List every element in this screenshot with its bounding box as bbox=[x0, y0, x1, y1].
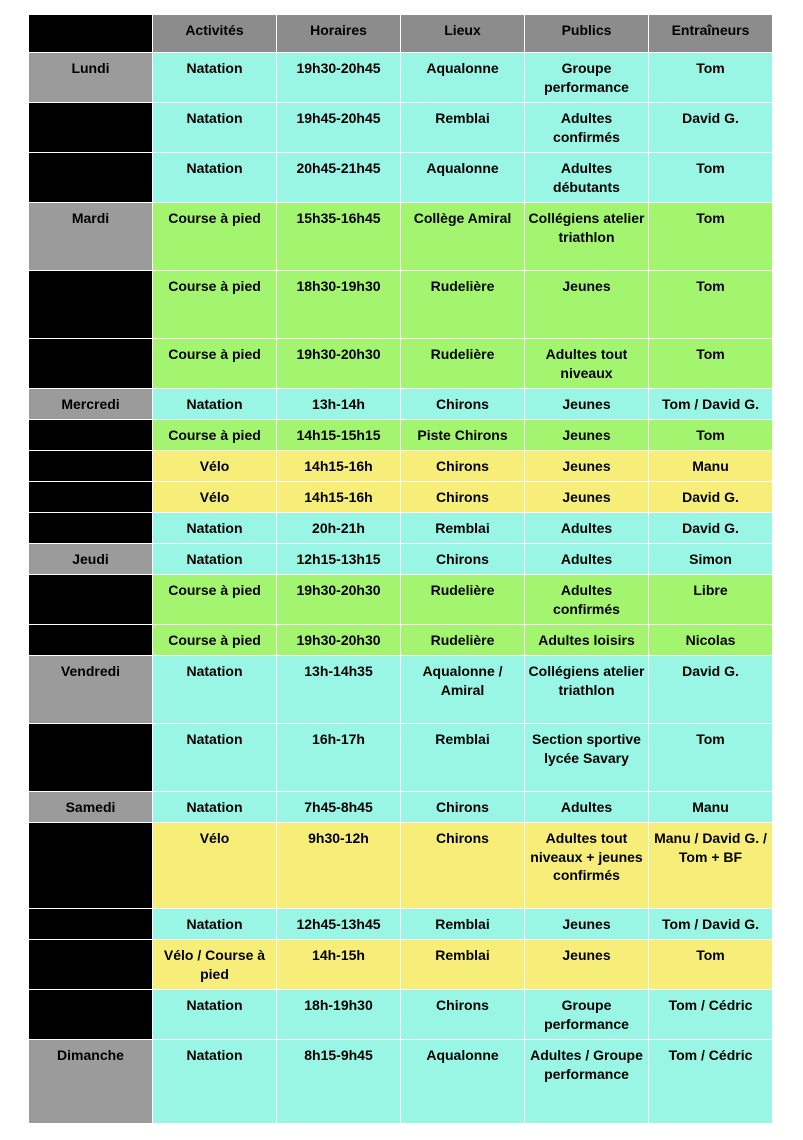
day-cell bbox=[29, 420, 153, 451]
hours-cell: 13h-14h35 bbox=[277, 656, 401, 724]
table-row bbox=[29, 990, 773, 1040]
activity-cell: Natation bbox=[153, 990, 277, 1040]
day-cell bbox=[29, 575, 153, 625]
coach-cell: David G. bbox=[649, 103, 773, 153]
public-cell: Adultes bbox=[525, 513, 649, 544]
day-cell: Mardi bbox=[29, 203, 153, 271]
hours-cell: 19h30-20h30 bbox=[277, 339, 401, 389]
public-cell: Adultes bbox=[525, 544, 649, 575]
header-corner bbox=[29, 15, 153, 53]
hours-cell: 19h30-20h45 bbox=[277, 53, 401, 103]
public-cell: Collégiens atelier triathlon bbox=[525, 203, 649, 271]
activity-cell: Course à pied bbox=[153, 420, 277, 451]
hours-cell: 19h45-20h45 bbox=[277, 103, 401, 153]
activity-cell: Natation bbox=[153, 544, 277, 575]
header-activities: Activités bbox=[153, 15, 277, 53]
coach-cell: Tom / Cédric bbox=[649, 1040, 773, 1124]
place-cell: Chirons bbox=[401, 990, 525, 1040]
table-row bbox=[29, 482, 773, 513]
table-row bbox=[29, 420, 773, 451]
hours-cell: 8h15-9h45 bbox=[277, 1040, 401, 1124]
hours-cell: 19h30-20h30 bbox=[277, 575, 401, 625]
header-row bbox=[29, 15, 773, 53]
table-row bbox=[29, 513, 773, 544]
activity-cell: Course à pied bbox=[153, 339, 277, 389]
hours-cell: 18h30-19h30 bbox=[277, 271, 401, 339]
place-cell: Aqualonne bbox=[401, 153, 525, 203]
day-cell bbox=[29, 823, 153, 909]
place-cell: Aqualonne / Amiral bbox=[401, 656, 525, 724]
activity-cell: Natation bbox=[153, 792, 277, 823]
place-cell: Collège Amiral bbox=[401, 203, 525, 271]
coach-cell: David G. bbox=[649, 482, 773, 513]
place-cell: Remblai bbox=[401, 724, 525, 792]
public-cell: Jeunes bbox=[525, 420, 649, 451]
hours-cell: 12h15-13h15 bbox=[277, 544, 401, 575]
table-row bbox=[29, 823, 773, 909]
public-cell: Jeunes bbox=[525, 940, 649, 990]
public-cell: Jeunes bbox=[525, 451, 649, 482]
activity-cell: Vélo bbox=[153, 482, 277, 513]
activity-cell: Natation bbox=[153, 389, 277, 420]
activity-cell: Natation bbox=[153, 513, 277, 544]
hours-cell: 20h45-21h45 bbox=[277, 153, 401, 203]
activity-cell: Vélo bbox=[153, 823, 277, 909]
table-row bbox=[29, 544, 773, 575]
place-cell: Remblai bbox=[401, 513, 525, 544]
hours-cell: 14h15-15h15 bbox=[277, 420, 401, 451]
place-cell: Remblai bbox=[401, 909, 525, 940]
place-cell: Piste Chirons bbox=[401, 420, 525, 451]
place-cell: Chirons bbox=[401, 823, 525, 909]
header-coaches: Entraîneurs bbox=[649, 15, 773, 53]
activity-cell: Natation bbox=[153, 656, 277, 724]
coach-cell: Tom bbox=[649, 271, 773, 339]
coach-cell: Tom / David G. bbox=[649, 909, 773, 940]
activity-cell: Natation bbox=[153, 724, 277, 792]
day-cell: Vendredi bbox=[29, 656, 153, 724]
day-cell: Dimanche bbox=[29, 1040, 153, 1124]
coach-cell: Tom bbox=[649, 420, 773, 451]
activity-cell: Course à pied bbox=[153, 271, 277, 339]
header-publics: Publics bbox=[525, 15, 649, 53]
table-row bbox=[29, 792, 773, 823]
activity-cell: Natation bbox=[153, 53, 277, 103]
coach-cell: Libre bbox=[649, 575, 773, 625]
public-cell: Jeunes bbox=[525, 271, 649, 339]
public-cell: Groupe performance bbox=[525, 990, 649, 1040]
coach-cell: Tom / David G. bbox=[649, 389, 773, 420]
day-cell bbox=[29, 513, 153, 544]
public-cell: Adultes confirmés bbox=[525, 103, 649, 153]
table-row bbox=[29, 339, 773, 389]
coach-cell: Tom bbox=[649, 724, 773, 792]
public-cell: Adultes débutants bbox=[525, 153, 649, 203]
activity-cell: Natation bbox=[153, 1040, 277, 1124]
public-cell: Adultes bbox=[525, 792, 649, 823]
place-cell: Chirons bbox=[401, 389, 525, 420]
place-cell: Chirons bbox=[401, 544, 525, 575]
day-cell bbox=[29, 339, 153, 389]
hours-cell: 15h35-16h45 bbox=[277, 203, 401, 271]
table-row bbox=[29, 575, 773, 625]
header-hours: Horaires bbox=[277, 15, 401, 53]
coach-cell: Tom bbox=[649, 153, 773, 203]
public-cell: Jeunes bbox=[525, 482, 649, 513]
table-row bbox=[29, 451, 773, 482]
hours-cell: 13h-14h bbox=[277, 389, 401, 420]
hours-cell: 12h45-13h45 bbox=[277, 909, 401, 940]
day-cell bbox=[29, 271, 153, 339]
place-cell: Remblai bbox=[401, 940, 525, 990]
header-places: Lieux bbox=[401, 15, 525, 53]
public-cell: Groupe performance bbox=[525, 53, 649, 103]
activity-cell: Natation bbox=[153, 103, 277, 153]
place-cell: Remblai bbox=[401, 103, 525, 153]
place-cell: Rudelière bbox=[401, 271, 525, 339]
place-cell: Aqualonne bbox=[401, 53, 525, 103]
hours-cell: 9h30-12h bbox=[277, 823, 401, 909]
hours-cell: 19h30-20h30 bbox=[277, 625, 401, 656]
day-cell bbox=[29, 990, 153, 1040]
day-cell: Lundi bbox=[29, 53, 153, 103]
place-cell: Aqualonne bbox=[401, 1040, 525, 1124]
table-row bbox=[29, 724, 773, 792]
activity-cell: Course à pied bbox=[153, 625, 277, 656]
hours-cell: 20h-21h bbox=[277, 513, 401, 544]
coach-cell: Nicolas bbox=[649, 625, 773, 656]
place-cell: Rudelière bbox=[401, 575, 525, 625]
day-cell bbox=[29, 482, 153, 513]
day-cell: Jeudi bbox=[29, 544, 153, 575]
day-cell: Samedi bbox=[29, 792, 153, 823]
table-row bbox=[29, 153, 773, 203]
hours-cell: 14h15-16h bbox=[277, 482, 401, 513]
activity-cell: Vélo bbox=[153, 451, 277, 482]
public-cell: Adultes loisirs bbox=[525, 625, 649, 656]
activity-cell: Natation bbox=[153, 153, 277, 203]
place-cell: Chirons bbox=[401, 792, 525, 823]
coach-cell: Simon bbox=[649, 544, 773, 575]
day-cell bbox=[29, 940, 153, 990]
hours-cell: 7h45-8h45 bbox=[277, 792, 401, 823]
public-cell: Jeunes bbox=[525, 909, 649, 940]
public-cell: Adultes / Groupe performance bbox=[525, 1040, 649, 1124]
table-row bbox=[29, 203, 773, 271]
coach-cell: Tom bbox=[649, 940, 773, 990]
activity-cell: Course à pied bbox=[153, 203, 277, 271]
table-row bbox=[29, 625, 773, 656]
table-row bbox=[29, 909, 773, 940]
coach-cell: Tom bbox=[649, 203, 773, 271]
schedule-table bbox=[28, 14, 773, 1124]
day-cell bbox=[29, 451, 153, 482]
place-cell: Rudelière bbox=[401, 339, 525, 389]
day-cell: Mercredi bbox=[29, 389, 153, 420]
activity-cell: Natation bbox=[153, 909, 277, 940]
table-row bbox=[29, 940, 773, 990]
public-cell: Collégiens atelier triathlon bbox=[525, 656, 649, 724]
public-cell: Adultes tout niveaux + jeunes confirmés bbox=[525, 823, 649, 909]
table-row bbox=[29, 389, 773, 420]
hours-cell: 14h-15h bbox=[277, 940, 401, 990]
hours-cell: 16h-17h bbox=[277, 724, 401, 792]
day-cell bbox=[29, 625, 153, 656]
table-row bbox=[29, 103, 773, 153]
table-row bbox=[29, 1040, 773, 1124]
table-row bbox=[29, 271, 773, 339]
coach-cell: Manu bbox=[649, 792, 773, 823]
coach-cell: Tom / Cédric bbox=[649, 990, 773, 1040]
table-row bbox=[29, 656, 773, 724]
hours-cell: 18h-19h30 bbox=[277, 990, 401, 1040]
table-row bbox=[29, 53, 773, 103]
coach-cell: David G. bbox=[649, 656, 773, 724]
activity-cell: Vélo / Course à pied bbox=[153, 940, 277, 990]
coach-cell: Tom bbox=[649, 53, 773, 103]
day-cell bbox=[29, 103, 153, 153]
hours-cell: 14h15-16h bbox=[277, 451, 401, 482]
place-cell: Chirons bbox=[401, 482, 525, 513]
public-cell: Jeunes bbox=[525, 389, 649, 420]
day-cell bbox=[29, 724, 153, 792]
place-cell: Chirons bbox=[401, 451, 525, 482]
public-cell: Adultes confirmés bbox=[525, 575, 649, 625]
activity-cell: Course à pied bbox=[153, 575, 277, 625]
coach-cell: Manu / David G. / Tom + BF bbox=[649, 823, 773, 909]
day-cell bbox=[29, 153, 153, 203]
coach-cell: Manu bbox=[649, 451, 773, 482]
public-cell: Adultes tout niveaux bbox=[525, 339, 649, 389]
public-cell: Section sportive lycée Savary bbox=[525, 724, 649, 792]
day-cell bbox=[29, 909, 153, 940]
coach-cell: David G. bbox=[649, 513, 773, 544]
coach-cell: Tom bbox=[649, 339, 773, 389]
place-cell: Rudelière bbox=[401, 625, 525, 656]
